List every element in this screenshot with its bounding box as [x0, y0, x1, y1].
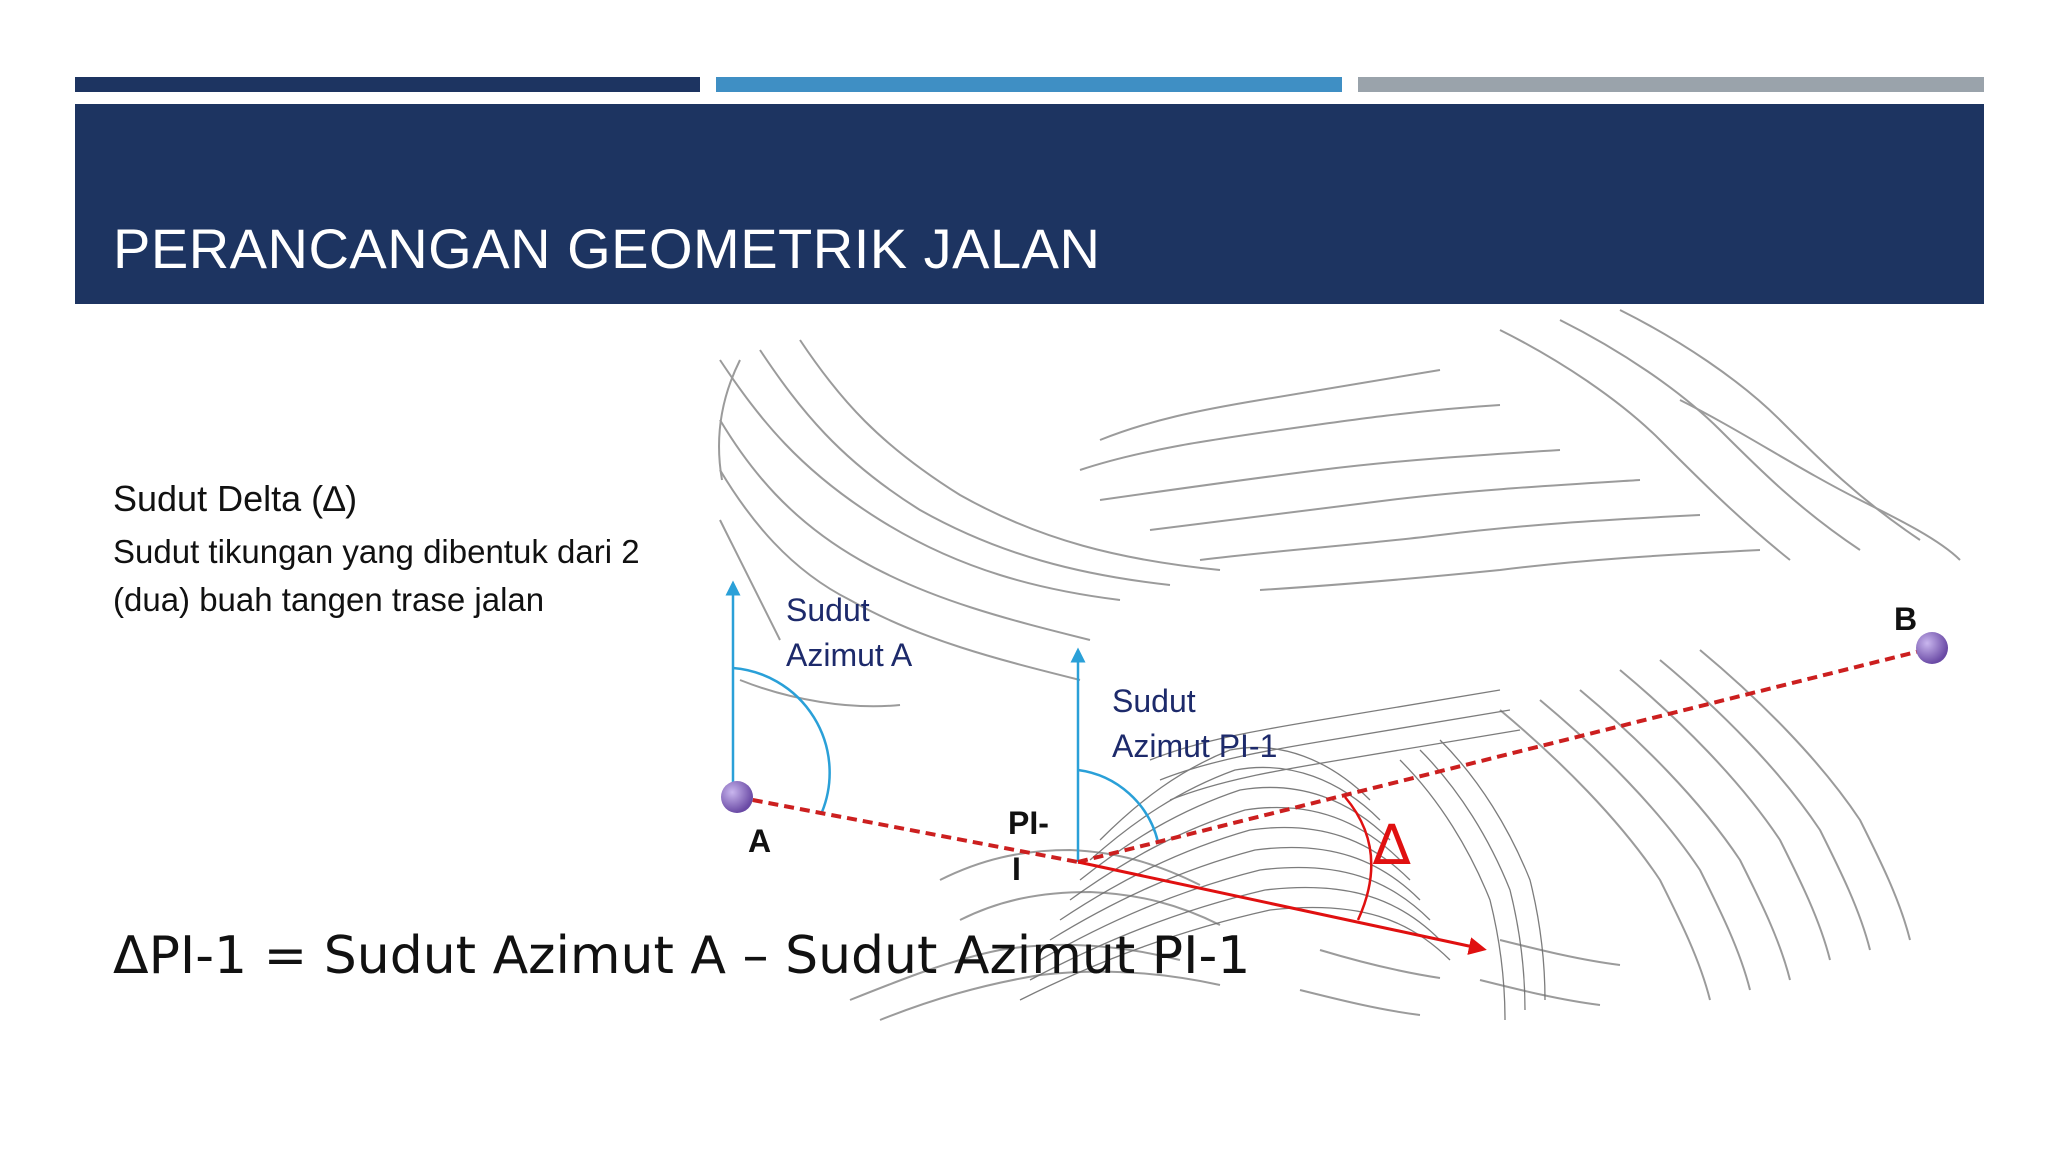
label-point-pi-line1: PI-: [1008, 805, 1049, 841]
label-azimut-a-line2: Azimut A: [786, 637, 913, 673]
label-point-b: B: [1894, 601, 1918, 637]
point-b-marker: [1916, 632, 1948, 664]
delta-symbol: ∆: [1373, 813, 1411, 878]
point-a-marker: [721, 781, 753, 813]
azimuth-arc-pi: [1078, 770, 1158, 842]
label-point-pi-line2: I: [1012, 851, 1021, 887]
label-azimut-a-line1: Sudut: [786, 592, 870, 628]
delta-description: Sudut tikungan yang dibentuk dari 2 (dua) buah tangen trase jalan: [113, 533, 640, 618]
label-azimut-pi-line2: Azimut PI-1: [1112, 728, 1278, 764]
delta-formula: ΔPI-1 = Sudut Azimut A – Sudut Azimut PI-1: [113, 926, 1251, 986]
slide-title: PERANCANGAN GEOMETRIK JALAN: [113, 217, 1101, 280]
label-point-a: A: [748, 823, 772, 859]
label-azimut-pi-line1: Sudut: [1112, 683, 1196, 719]
delta-heading: Sudut Delta (∆): [113, 478, 358, 519]
